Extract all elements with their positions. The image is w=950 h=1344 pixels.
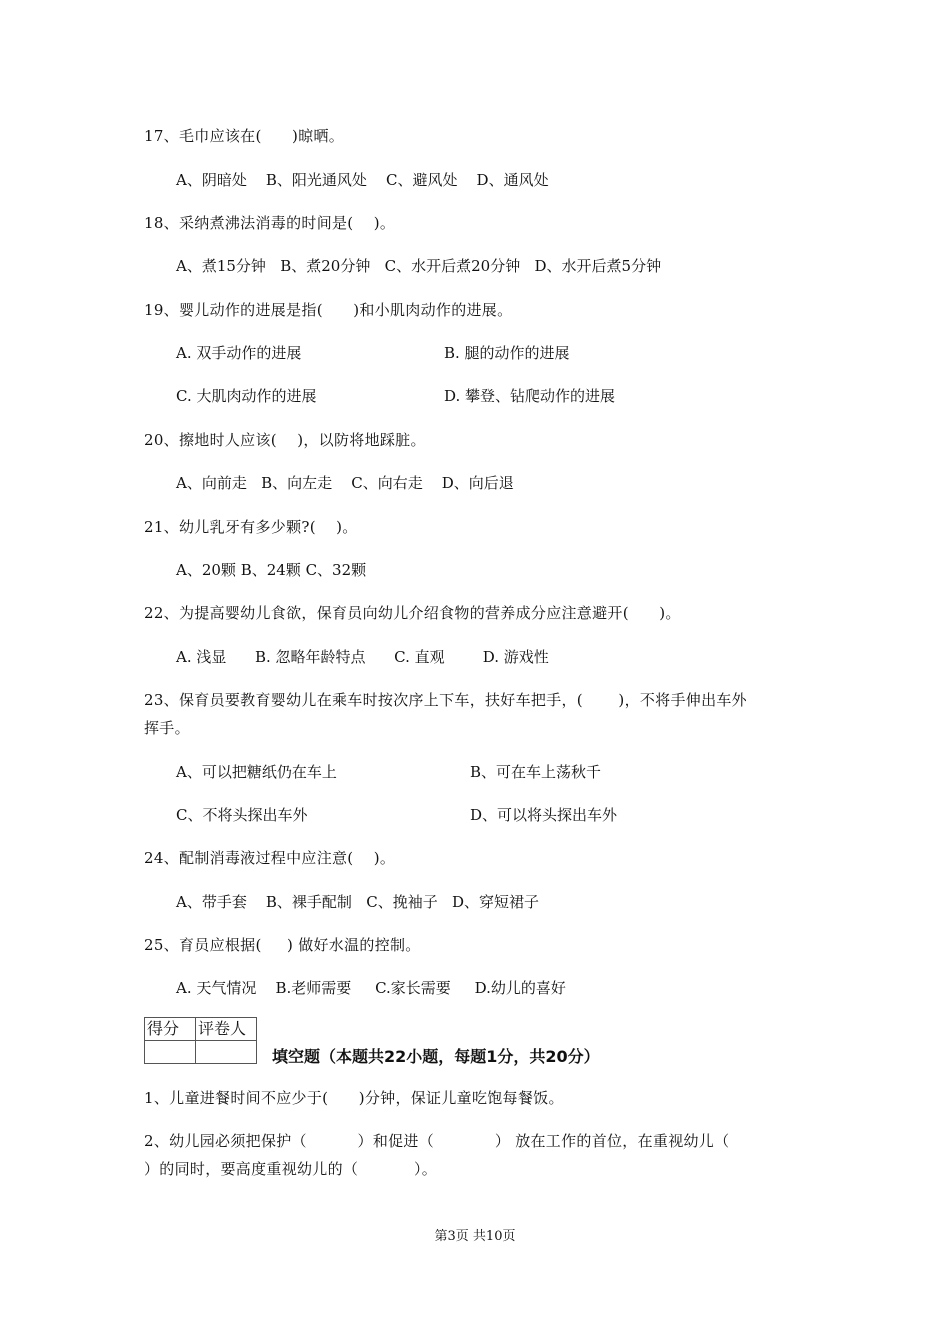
- fill-question-1: 1、儿童进餐时间不应少于( )分钟，保证儿童吃饱每餐饭。: [144, 1089, 564, 1107]
- question-23-stem: 23、保育员要教育婴幼儿在乘车时按次序上下车，扶好车把手，( )，不将手伸出车外: [144, 691, 747, 709]
- question-21-stem: 21、幼儿乳牙有多少颗?( )。: [144, 518, 358, 536]
- question-24-options: A、带手套 B、裸手配制 C、挽袖子 D、穿短裙子: [176, 893, 540, 911]
- fill-question-2-continued: ）的同时，要高度重视幼儿的（ ）。: [144, 1160, 438, 1178]
- question-21-options: A、20颗 B、24颗 C、32颗: [176, 561, 367, 579]
- question-23-option-c: C、不将头探出车外: [176, 806, 308, 824]
- page-footer: 第3页 共10页: [434, 1229, 516, 1244]
- question-17-stem: 17、毛巾应该在( )晾晒。: [144, 127, 345, 145]
- question-19-option-a: A. 双手动作的进展: [176, 344, 302, 362]
- question-22-options: A. 浅显 B. 忽略年龄特点 C. 直观 D. 游戏性: [176, 648, 549, 666]
- score-cell: [145, 1041, 196, 1064]
- question-18-options: A、煮15分钟 B、煮20分钟 C、水开后煮20分钟 D、水开后煮5分钟: [176, 257, 662, 275]
- question-24-stem: 24、配制消毒液过程中应注意( )。: [144, 849, 396, 867]
- question-18-stem: 18、采纳煮沸法消毒的时间是( )。: [144, 214, 396, 232]
- grader-cell: [196, 1041, 257, 1064]
- question-19-option-d: D. 攀登、钻爬动作的进展: [444, 387, 616, 405]
- question-20-options: A、向前走 B、向左走 C、向右走 D、向后退: [176, 474, 514, 492]
- question-23-option-d: D、可以将头探出车外: [470, 806, 618, 824]
- question-17-options: A、阴暗处 B、阳光通风处 C、避风处 D、通风处: [176, 171, 549, 189]
- question-23-option-a: A、可以把糖纸仍在车上: [176, 763, 337, 781]
- question-23-option-b: B、可在车上荡秋千: [470, 763, 602, 781]
- question-23-stem-continued: 挥手。: [144, 719, 190, 737]
- section-title: 填空题（本题共22小题，每题1分，共20分）: [272, 1047, 600, 1066]
- fill-question-2: 2、幼儿园必须把保护（ ）和促进（ ） 放在工作的首位，在重视幼儿（: [144, 1132, 730, 1150]
- question-20-stem: 20、擦地时人应该( )，以防将地踩脏。: [144, 431, 426, 449]
- question-25-stem: 25、育员应根据( ) 做好水温的控制。: [144, 936, 421, 954]
- question-22-stem: 22、为提高婴幼儿食欲，保育员向幼儿介绍食物的营养成分应注意避开( )。: [144, 604, 681, 622]
- score-table: [144, 1017, 257, 1064]
- question-19-option-b: B. 腿的动作的进展: [444, 344, 570, 362]
- question-19-option-c: C. 大肌肉动作的进展: [176, 387, 317, 405]
- question-19-stem: 19、婴儿动作的进展是指( )和小肌肉动作的进展。: [144, 301, 513, 319]
- question-25-options: A. 天气情况 B.老师需要 C.家长需要 D.幼儿的喜好: [176, 979, 566, 997]
- score-label: 得分: [145, 1018, 196, 1041]
- grader-label: 评卷人: [196, 1018, 257, 1041]
